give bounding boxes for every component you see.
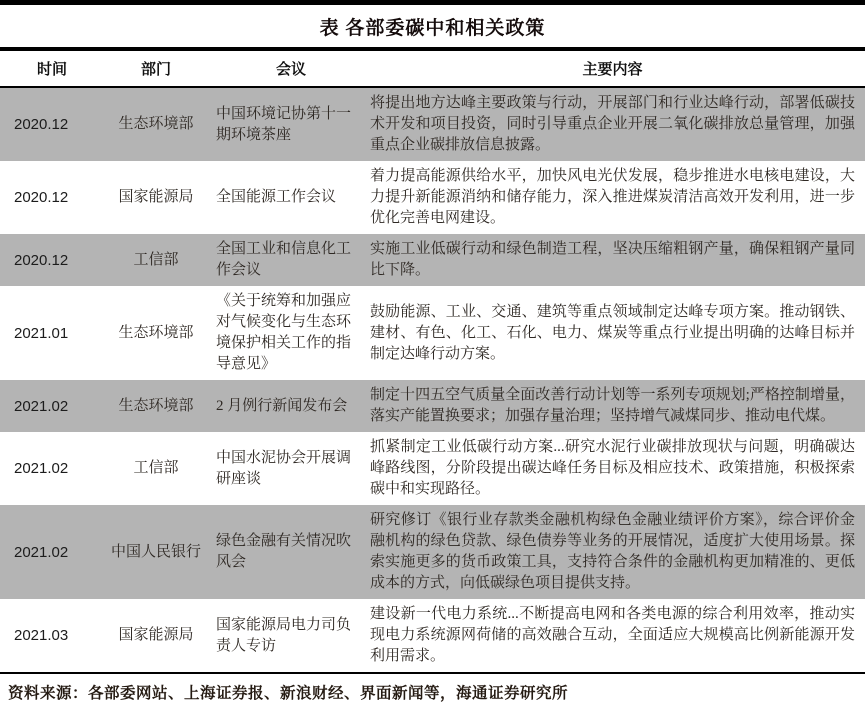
cell-department: 国家能源局 (118, 627, 194, 643)
table-row (0, 380, 865, 432)
cell-main-content: 实施工业低碳行动和绿色制造工程，坚决压缩粗钢产量，确保粗钢产量同比下降。 (370, 241, 855, 278)
cell-meeting: 2 月例行新闻发布会 (216, 397, 348, 414)
table-row (0, 432, 865, 505)
cell-department: 中国人民银行 (110, 543, 201, 560)
table-row (0, 286, 865, 380)
cell-main-content: 抓紧制定工业低碳行动方案...研究水泥行业碳排放现状与问题，明确碳达峰路线图，分阶段提出碳达峰任务目标及相应技术、政策措施，积极探索碳中和实现路径。 (370, 439, 855, 497)
cell-main-content: 将提出地方达峰主要政策与行动，开展部门和行业达峰行动，部署低碳技术开发和项目投资，同时引导重点企业开展二氧化碳排放总量管理，加强重点企业碳排放信息披露。 (370, 95, 855, 153)
cell-main-content: 制定十四五空气质量全面改善行动计划等一系列专项规划;严格控制增量，落实产能置换要求；加强存量治理；坚持增气减煤同步、推动电代煤。 (370, 387, 855, 424)
cell-main-content: 鼓励能源、工业、交通、建筑等重点领域制定达峰专项方案。推动钢铁、建材、有色、化工、石化、电力、煤炭等重点行业提出明确的达峰目标并制定达峰行动方案。 (370, 303, 855, 362)
column-header-meeting: 会议 (275, 62, 306, 78)
cell-department: 国家能源局 (118, 189, 194, 205)
cell-department: 工信部 (133, 251, 179, 268)
cell-time: 2020.12 (14, 251, 69, 269)
cell-department: 生态环境部 (118, 397, 194, 414)
cell-meeting: 绿色金融有关情况吹风会 (216, 533, 352, 570)
cell-main-content: 建设新一代电力系统...不断提高电网和各类电源的综合利用效率，推动实现电力系统源网荷储的高效融合互动，全面适应大规模高比例新能源开发利用需求。 (370, 606, 855, 664)
cell-meeting: 中国环境记协第十一期环境茶座 (216, 105, 352, 143)
cell-meeting: 全国工业和信息化工作会议 (216, 241, 352, 278)
cell-department: 生态环境部 (118, 116, 194, 132)
cell-time: 2021.03 (14, 627, 69, 644)
cell-main-content: 着力提高能源供给水平，加快风电光伏发展，稳步推进水电核电建设，大力提升新能源消纳和储存能力，深入推进煤炭清洁高效开发利用，进一步优化完善电网建设。 (370, 168, 855, 226)
table-row (0, 88, 865, 161)
column-header-content: 主要内容 (582, 62, 643, 78)
table-header-row (0, 51, 865, 86)
cell-department: 工信部 (133, 460, 179, 476)
table-row (0, 161, 865, 234)
source-note: 资料来源：各部委网站、上海证券报、新浪财经、界面新闻等，海通证券研究所 (8, 685, 569, 702)
cell-time: 2021.01 (14, 324, 69, 342)
table-row (0, 505, 865, 599)
cell-time: 2021.02 (14, 460, 69, 477)
cell-time: 2020.12 (14, 116, 69, 133)
cell-time: 2020.12 (14, 189, 69, 206)
cell-meeting: 全国能源工作会议 (216, 189, 337, 205)
column-header-time: 时间 (36, 62, 67, 78)
table-title: 表 各部委碳中和相关政策 (319, 18, 546, 39)
column-header-department: 部门 (140, 62, 171, 78)
cell-main-content: 研究修订《银行业存款类金融机构绿色金融业绩评价方案》，综合评价金融机构的绿色贷款、绿色债券等业务的开展情况，适度扩大使用场景。探索实施更多的货币政策工具，支持符合条件的金融机构更加精准的、更低成本的方式，向低碳绿色项目提供支持。 (370, 512, 855, 591)
cell-department: 生态环境部 (118, 324, 194, 341)
cell-meeting: 中国水泥协会开展调研座谈 (216, 449, 352, 487)
table-body (0, 88, 865, 672)
cell-meeting: 《关于统筹和加强应对气候变化与生态环境保护相关工作的指导意见》 (216, 293, 352, 372)
cell-time: 2021.02 (14, 397, 69, 415)
table-row (0, 599, 865, 672)
cell-meeting: 国家能源局电力司负责人专访 (216, 616, 352, 654)
table-row (0, 234, 865, 286)
cell-time: 2021.02 (14, 543, 69, 561)
